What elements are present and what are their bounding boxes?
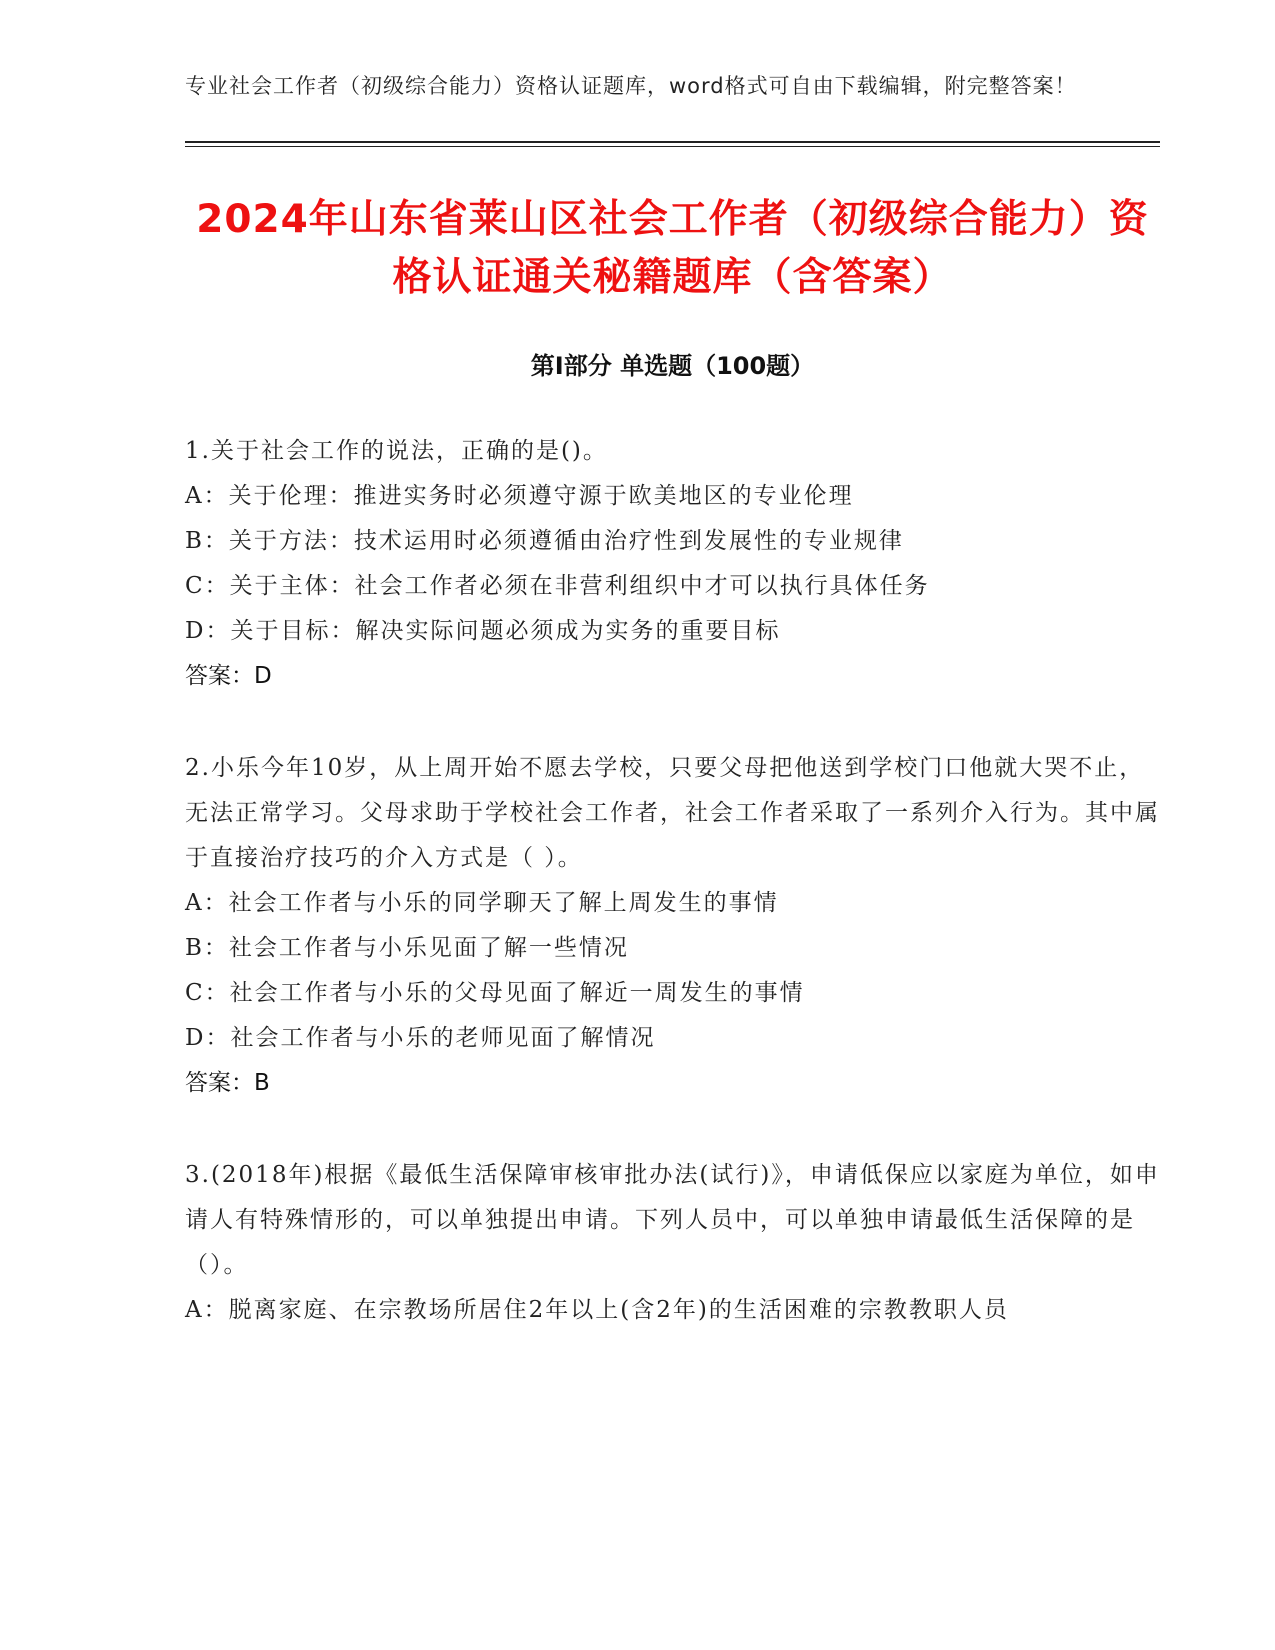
section-title: 第Ⅰ部分 单选题（100题） bbox=[530, 352, 815, 380]
option-a: A：社会工作者与小乐的同学聊天了解上周发生的事情 bbox=[185, 890, 779, 916]
question-stem: 1.关于社会工作的说法，正确的是()。 bbox=[185, 438, 608, 464]
option-b: B：关于方法：技术运用时必须遵循由治疗性到发展性的专业规律 bbox=[185, 528, 904, 554]
option-d: D：关于目标：解决实际问题必须成为实务的重要目标 bbox=[185, 618, 781, 644]
question-3 bbox=[185, 1153, 1160, 1333]
option-c: C：关于主体：社会工作者必须在非营利组织中才可以执行具体任务 bbox=[185, 573, 930, 599]
question-stem: 2.小乐今年10岁，从上周开始不愿去学校，只要父母把他送到学校门口他就大哭不止，无法正常学习。父母求助于学校社会工作者，社会工作者采取了一系列介入行为。其中属于直接治疗技巧的介入方式是（ ）。 bbox=[185, 755, 1160, 871]
question-list bbox=[185, 429, 1160, 1333]
question-stem: 3.(2018年)根据《最低生活保障审核审批办法(试行)》，申请低保应以家庭为单位，如申请人有特殊情形的，可以单独提出申请。下列人员中，可以单独申请最低生活保障的是（）。 bbox=[185, 1162, 1160, 1278]
answer: 答案：D bbox=[185, 663, 272, 689]
header-divider bbox=[185, 141, 1160, 147]
option-a: A：脱离家庭、在宗教场所居住2年以上(含2年)的生活困难的宗教教职人员 bbox=[185, 1297, 1009, 1323]
option-a: A：关于伦理：推进实务时必须遵守源于欧美地区的专业伦理 bbox=[185, 483, 854, 509]
answer: 答案：B bbox=[185, 1070, 270, 1096]
question-2 bbox=[185, 746, 1160, 1106]
document-page bbox=[185, 70, 1160, 1380]
header-note: 专业社会工作者（初级综合能力）资格认证题库，word格式可自由下载编辑，附完整答案！ bbox=[185, 74, 1077, 98]
option-d: D：社会工作者与小乐的老师见面了解情况 bbox=[185, 1025, 656, 1051]
question-1 bbox=[185, 429, 1160, 699]
option-c: C：社会工作者与小乐的父母见面了解近一周发生的事情 bbox=[185, 980, 805, 1006]
document-title: 2024年山东省莱山区社会工作者（初级综合能力）资格认证通关秘籍题库（含答案） bbox=[196, 197, 1149, 300]
option-b: B：社会工作者与小乐见面了解一些情况 bbox=[185, 935, 629, 961]
